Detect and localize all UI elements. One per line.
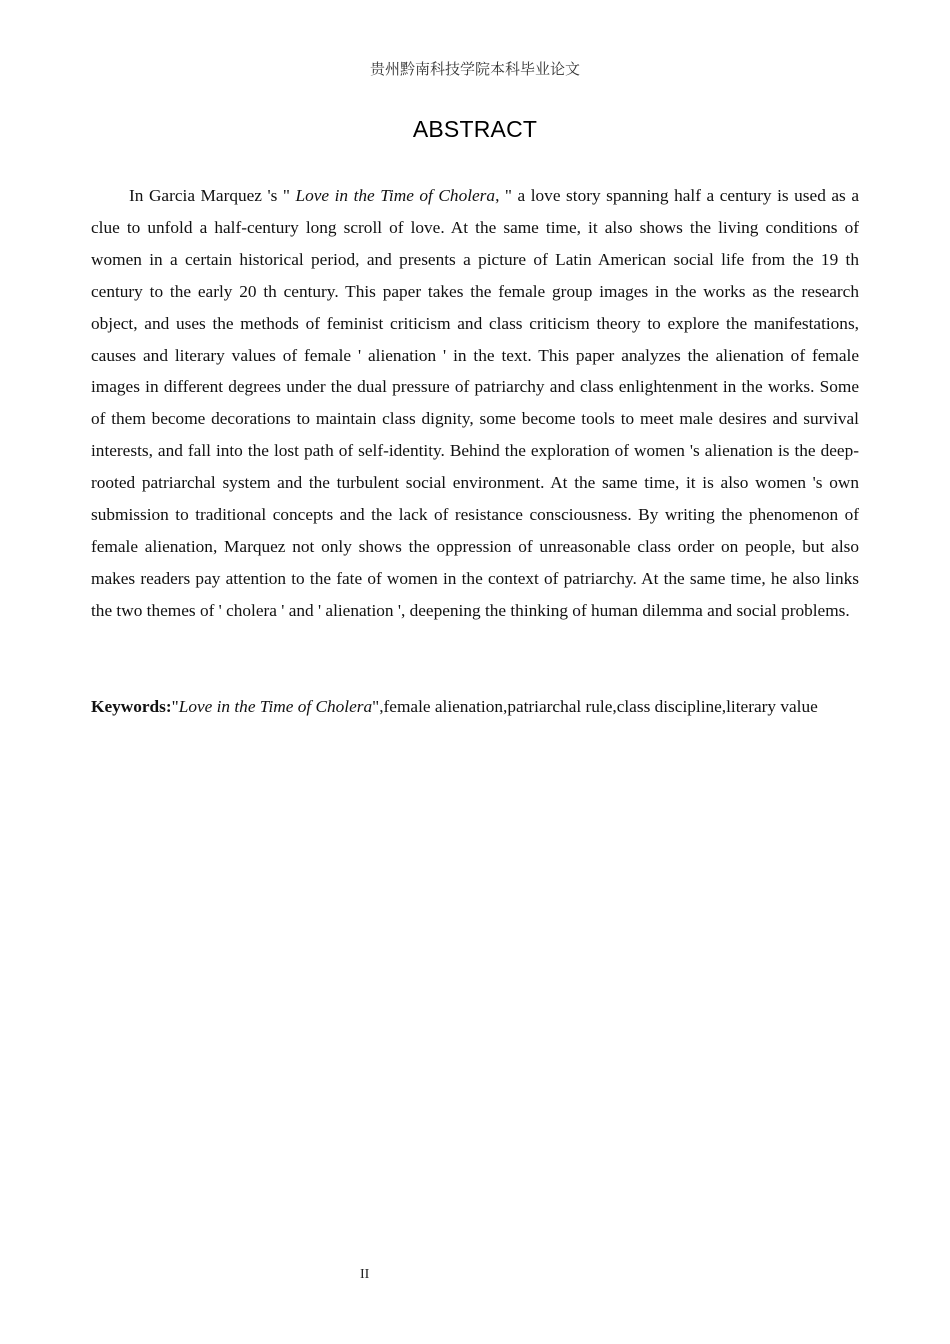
keywords-label: Keywords: xyxy=(91,697,172,716)
keywords-list: ",female alienation,patriarchal rule,class discipline,literary value xyxy=(372,697,818,716)
abstract-paragraph xyxy=(91,180,859,627)
keywords-line xyxy=(91,691,859,723)
keywords-open-quote: " xyxy=(171,697,179,716)
abstract-body-text: , " a love story spanning half a century is used as a clue to unfold a half-century long scroll of love. At the same time, it also shows the living conditions of women in a certain historical period, and presents a picture of Latin American social life from the 19 th century to the early 20 th century. This paper takes the female group images in the works as the research object, and uses the methods of feminist criticism and class criticism theory to explore the manifestations, causes and literary values of female ' alienation ' in the text. This paper analyzes the alienation of female images in different degrees under the dual pressure of patriarchy and class enlightenment in the works. Some of them become decorations to maintain class dignity, some become tools to meet male desires and survival interests, and fall into the lost path of self-identity. Behind the exploration of women 's alienation is the deep-rooted patriarchal system and the turbulent social environment. At the same time, it is also women 's own submission to traditional concepts and the lack of resistance consciousness. By writing the phenomenon of female alienation, Marquez not only shows the oppression of unreasonable class order on people, but also makes readers pay attention to the fate of women in the context of patriarchy. At the same time, he also links the two themes of ' cholera ' and ' alienation ', deepening the thinking of human dilemma and social problems. xyxy=(91,186,859,620)
running-header: 贵州黔南科技学院本科毕业论文 xyxy=(369,60,580,78)
keywords-book-title: Love in the Time of Cholera xyxy=(178,697,373,716)
abstract-intro: In Garcia Marquez 's " xyxy=(129,186,296,205)
page-number: II xyxy=(360,1267,370,1282)
book-title: Love in the Time of Cholera xyxy=(295,186,496,205)
abstract-title: ABSTRACT xyxy=(412,116,538,142)
